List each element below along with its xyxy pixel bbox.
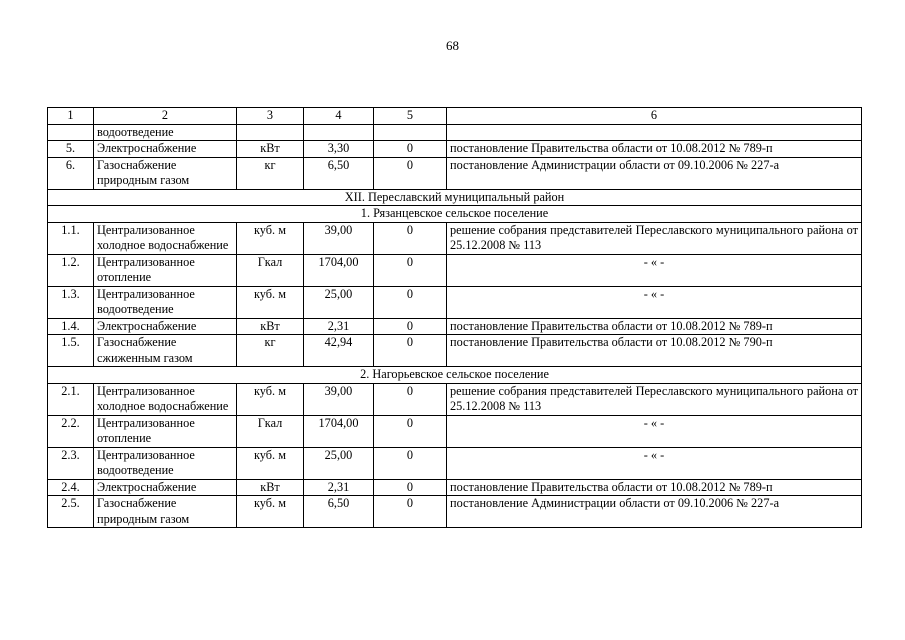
row-number: 2.1. [48, 383, 94, 415]
zero-value: 0 [374, 318, 447, 335]
row-number: 2.2. [48, 415, 94, 447]
zero-value: 0 [374, 335, 447, 367]
section-heading-row [48, 189, 862, 206]
unit-of-measure: кВт [237, 479, 304, 496]
header-cell: 2 [94, 108, 237, 125]
row-number: 1.3. [48, 286, 94, 318]
zero-value: 0 [374, 496, 447, 528]
section-heading-row [48, 206, 862, 223]
norm-value: 25,00 [304, 286, 374, 318]
service-name: Электроснабжение [94, 141, 237, 158]
legal-document: постановление Администрации области от 09.10.2006 № 227-а [447, 157, 862, 189]
norm-value: 39,00 [304, 383, 374, 415]
unit-of-measure: Гкал [237, 254, 304, 286]
norm-value: 3,30 [304, 141, 374, 158]
norm-value: 2,31 [304, 318, 374, 335]
legal-document: постановление Правительства области от 10.08.2012 № 789-п [447, 318, 862, 335]
section-heading: 1. Рязанцевское сельское поселение [48, 206, 862, 223]
unit-of-measure: куб. м [237, 383, 304, 415]
header-cell: 5 [374, 108, 447, 125]
unit-of-measure: кг [237, 157, 304, 189]
header-cell: 3 [237, 108, 304, 125]
table-row [48, 335, 862, 367]
row-number: 2.4. [48, 479, 94, 496]
table-row [48, 318, 862, 335]
unit-of-measure: кг [237, 335, 304, 367]
tariff-table [47, 107, 862, 528]
table-row [48, 254, 862, 286]
service-name: Электроснабжение [94, 479, 237, 496]
unit-of-measure: кВт [237, 141, 304, 158]
norm-value: 39,00 [304, 222, 374, 254]
section-heading: XII. Переславский муниципальный район [48, 189, 862, 206]
page-number: 68 [446, 38, 459, 53]
norm-value: 1704,00 [304, 415, 374, 447]
zero-value: 0 [374, 479, 447, 496]
service-name: Централизованное отопление [94, 415, 237, 447]
zero-value: 0 [374, 286, 447, 318]
legal-document: постановление Правительства области от 10.08.2012 № 790-п [447, 335, 862, 367]
norm-value [304, 124, 374, 141]
row-number [48, 124, 94, 141]
service-name: Централизованное холодное водоснабжение [94, 383, 237, 415]
unit-of-measure: Гкал [237, 415, 304, 447]
norm-value: 1704,00 [304, 254, 374, 286]
header-cell: 6 [447, 108, 862, 125]
norm-value: 42,94 [304, 335, 374, 367]
unit-of-measure: куб. м [237, 286, 304, 318]
table-row [48, 496, 862, 528]
service-name: Газоснабжение сжиженным газом [94, 335, 237, 367]
service-name: Электроснабжение [94, 318, 237, 335]
legal-document: решение собрания представителей Переславского муниципального района от 25.12.2008 № 113 [447, 222, 862, 254]
table-row [48, 383, 862, 415]
row-number: 1.2. [48, 254, 94, 286]
legal-document: - « - [447, 415, 862, 447]
table-header-row [48, 108, 862, 125]
norm-value: 25,00 [304, 447, 374, 479]
row-number: 2.5. [48, 496, 94, 528]
service-name: Централизованное водоотведение [94, 286, 237, 318]
table-row [48, 124, 862, 141]
table-row [48, 479, 862, 496]
row-number: 1.1. [48, 222, 94, 254]
zero-value [374, 124, 447, 141]
row-number: 5. [48, 141, 94, 158]
table-row [48, 157, 862, 189]
header-cell: 4 [304, 108, 374, 125]
service-name: водоотведение [94, 124, 237, 141]
unit-of-measure: куб. м [237, 496, 304, 528]
zero-value: 0 [374, 157, 447, 189]
unit-of-measure: кВт [237, 318, 304, 335]
zero-value: 0 [374, 383, 447, 415]
zero-value: 0 [374, 447, 447, 479]
row-number: 1.5. [48, 335, 94, 367]
section-heading: 2. Нагорьевское сельское поселение [48, 367, 862, 384]
row-number: 2.3. [48, 447, 94, 479]
table-row [48, 286, 862, 318]
zero-value: 0 [374, 222, 447, 254]
table-row [48, 141, 862, 158]
legal-document: решение собрания представителей Переславского муниципального района от 25.12.2008 № 113 [447, 383, 862, 415]
table-row [48, 447, 862, 479]
header-cell: 1 [48, 108, 94, 125]
table-row [48, 415, 862, 447]
row-number: 6. [48, 157, 94, 189]
row-number: 1.4. [48, 318, 94, 335]
zero-value: 0 [374, 415, 447, 447]
zero-value: 0 [374, 141, 447, 158]
legal-document: - « - [447, 254, 862, 286]
section-heading-row [48, 367, 862, 384]
legal-document: постановление Правительства области от 10.08.2012 № 789-п [447, 479, 862, 496]
unit-of-measure: куб. м [237, 447, 304, 479]
service-name: Газоснабжение природным газом [94, 496, 237, 528]
service-name: Централизованное отопление [94, 254, 237, 286]
legal-document: - « - [447, 447, 862, 479]
legal-document: постановление Администрации области от 09.10.2006 № 227-а [447, 496, 862, 528]
legal-document: постановление Правительства области от 10.08.2012 № 789-п [447, 141, 862, 158]
table-row [48, 222, 862, 254]
service-name: Централизованное водоотведение [94, 447, 237, 479]
norm-value: 6,50 [304, 157, 374, 189]
norm-value: 2,31 [304, 479, 374, 496]
unit-of-measure: куб. м [237, 222, 304, 254]
legal-document: - « - [447, 286, 862, 318]
legal-document [447, 124, 862, 141]
norm-value: 6,50 [304, 496, 374, 528]
unit-of-measure [237, 124, 304, 141]
zero-value: 0 [374, 254, 447, 286]
service-name: Централизованное холодное водоснабжение [94, 222, 237, 254]
service-name: Газоснабжение природным газом [94, 157, 237, 189]
